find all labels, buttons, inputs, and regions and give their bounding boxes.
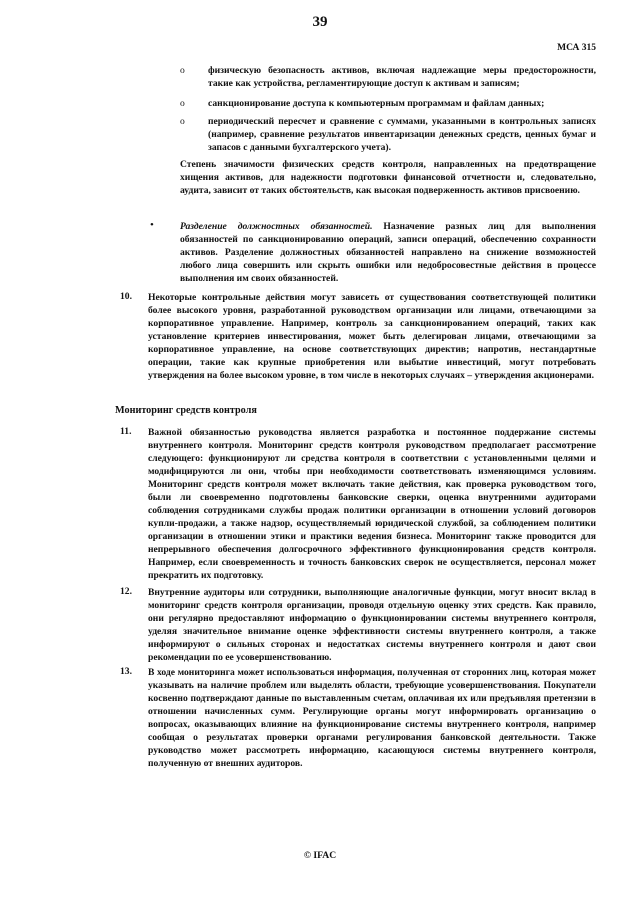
sub-item-text: физическую безопасность активов, включая надлежащие меры предосторожности, такие как устройства, регламентирующие доступ к активам и записям; (208, 65, 596, 89)
section-heading: Мониторинг средств контроля (115, 405, 257, 416)
sub-item-text: санкционирование доступа к компьютерным программам и файлам данных; (208, 98, 545, 109)
sub-item-text: периодический пересчет и сравнение с суммами, указанными в контрольных записях (например, сравнение результатов инвентаризации денежных средств, ценных бумаг и запасов с данными бухгалтерского учета). (208, 116, 596, 153)
sub-item (180, 97, 596, 110)
segregation-text: Назначение разных лиц для выполнения обязанностей по санкционированию операций, записи операций, обеспечению сохранности активов. Разделение должностных обязанностей направлено на снижение возможностей любого лица совершить или скрыть ошибки или недобросовестные действия в процессе выполнения им своих обязанностей. (180, 221, 596, 284)
segregation-paragraph (180, 220, 596, 285)
segregation-title: Разделение должностных обязанностей. (180, 221, 373, 232)
paragraph-text: В ходе мониторинга может использоваться информация, полученная от сторонних лиц, которая может указывать на наличие проблем или выделять области, требующие усовершенствования. Покупатели косвенно подтверждают данные по выставленным счетам, оплачивая их или предъявляя претензии в отношении начисленных сумм. Регулирующие органы могут информировать организацию о вопросах, оказывающих влияние на функционирование системы внутреннего контроля, например сообщая о результатах проверки органами регулирования банковской деятельности. Также руководство может рассмотреть информацию, касающуюся системы внутреннего контроля, полученную от внешних аудиторов. (148, 667, 596, 769)
sub-item-mark: o (180, 65, 185, 76)
sub-item (180, 64, 596, 90)
footer-copyright: © IFAC (303, 850, 337, 861)
paragraph-number: 11. (120, 426, 132, 437)
paragraph-text: Внутренние аудиторы или сотрудники, выполняющие аналогичные функции, могут вносит вклад в мониторинг средств контроля организации, проводя отдельную оценку этих средств. Как правило, они регулярно предоставляют информацию о функционировании системы внутреннего контроля, уделяя значительное внимание оценке эффективности системы внутреннего контроля, а также информируют о сильных сторонах и недостатках системы внутреннего контроля и дают свои рекомендации по ее усовершенствованию. (148, 587, 596, 663)
page-number: 39 (312, 14, 328, 30)
document-code: МСА 315 (557, 43, 596, 53)
bullet-mark: • (150, 219, 154, 231)
paragraph-number: 12. (120, 586, 132, 597)
sub-item-mark: o (180, 98, 185, 109)
paragraph-text: Важной обязанностью руководства является разработка и постоянное поддержание системы внутреннего контроля. Мониторинг средств контроля руководством предполагает рассмотрение следующего: функционируют ли средства контроля в соответствии с установленными целями и модифицируются ли они, чтобы при необходимости соответствовать изменяющимся условиям. Мониторинг средств контроля может включать такие действия, как проверка руководством того, были ли своевременно подготовлены банковские сверки, оценка внутренними аудиторами соблюдения сотрудниками службы продаж политики организации в отношении условий договоров купли-продажи, а также надзор, осуществляемый юридической службой, за соблюдением политики организации в отношении этики и практики ведения бизнеса. Мониторинг также проводится для непрерывного обеспечения долгосрочного эффективного функционирования средств контроля. Например, если своевременность и точность банковских сверок не осуществляется, персонал может прекратить их подготовку. (148, 427, 596, 581)
paragraph-number: 13. (120, 666, 132, 677)
sub-item-mark: o (180, 116, 185, 127)
paragraph-number: 10. (120, 291, 132, 302)
sub-item (180, 115, 596, 154)
significance-paragraph: Степень значимости физических средств контроля, направленных на предотвращение хищения активов, для надежности подготовки финансовой отчетности и, следовательно, аудита, зависит от таких обстоятельств, как высокая подверженность активов присвоению. (180, 159, 596, 196)
paragraph-text: Некоторые контрольные действия могут зависеть от существования соответствующей политики более высокого уровня, разработанной руководством организации или лицами, отвечающими за корпоративное управление. Например, контроль за санкционированием операций, таких как установление критериев инвестирования, может быть делегирован лицами, отвечающими за корпоративное управление, на основе соответствующих директив; напротив, нестандартные операции, такие как крупные приобретения или выбытие инвестиций, могут потребовать утверждения на более высоком уровне, в том числе в некоторых случаях – утверждения акционерами. (148, 292, 596, 381)
